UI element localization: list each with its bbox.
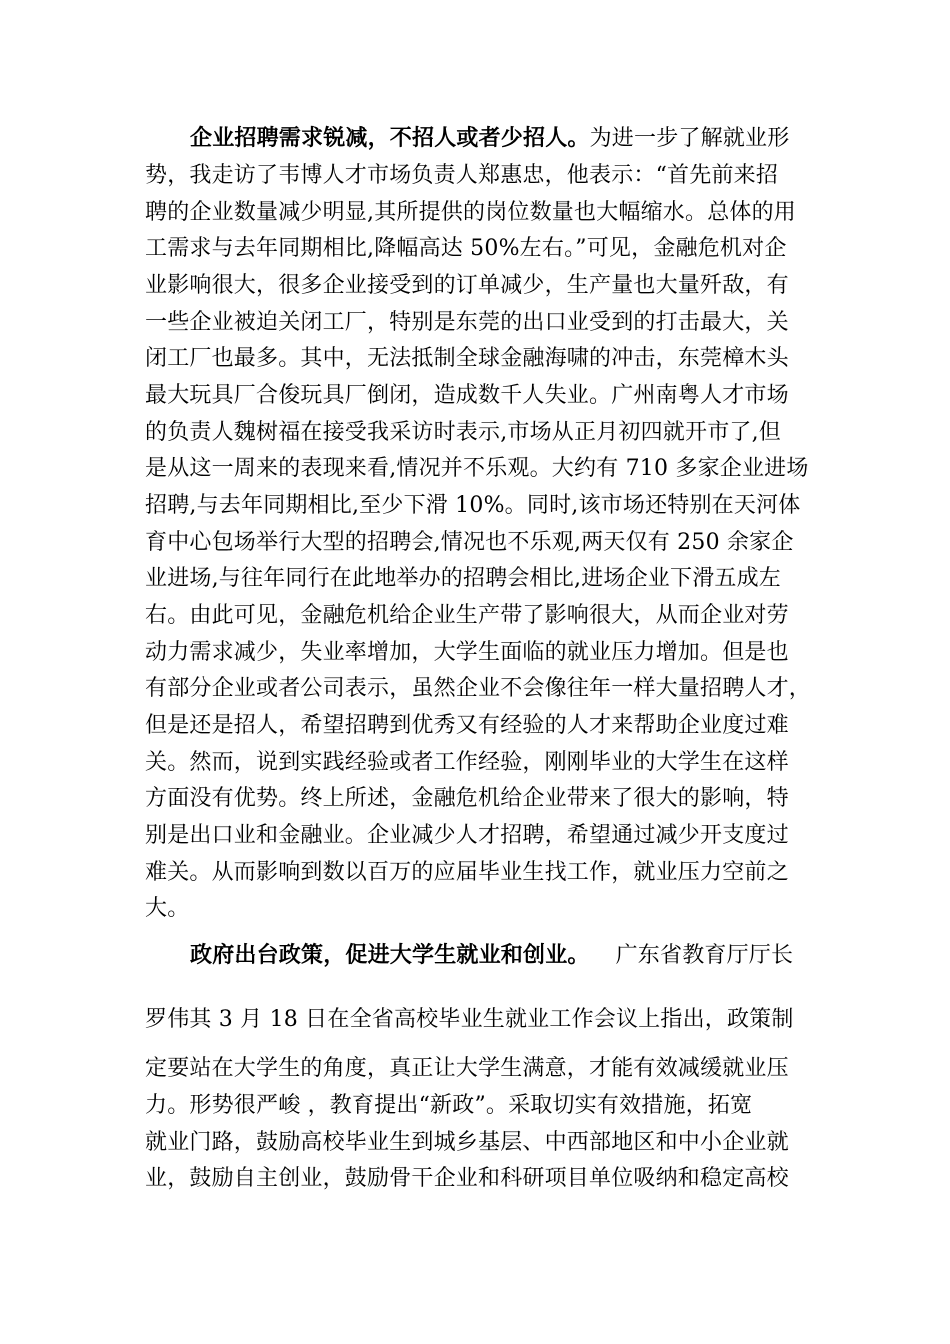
paragraph-1-line-0: 为进一步了解就业形 <box>589 126 790 151</box>
paragraph-1-line-8: 的负责人魏树福在接受我采访时表示,市场从正月初四就开市了,但 <box>145 420 781 445</box>
paragraph-2-line-2: 定要站在大学生的角度，真正让大学生满意，才能有效减缓就业压 <box>145 1056 789 1081</box>
paragraph-1-line-2: 聘的企业数量减少明显,其所提供的岗位数量也大幅缩水。总体的用 <box>145 200 796 225</box>
paragraph-2-heading: 政府出台政策，促进大学生就业和创业。 <box>190 943 590 968</box>
paragraph-1-line-7: 最大玩具厂合俊玩具厂倒闭，造成数千人失业。广州南粤人才市场 <box>145 383 789 408</box>
paragraph-1-line-11: 育中心包场举行大型的招聘会,情况也不乐观,两天仅有 250 余家企 <box>145 530 794 555</box>
paragraph-1-line-18: 方面没有优势。终上所述，金融危机给企业带来了很大的影响，特 <box>145 786 789 811</box>
paragraph-2-line-3: 力。形势很严峻 ，教育提出“新政”。采取切实有效措施，拓宽 <box>145 1093 753 1118</box>
paragraph-1-line-10: 招聘,与去年同期相比,至少下滑 10%。同时,该市场还特别在天河体 <box>145 493 801 518</box>
paragraph-1-line-1: 势，我走访了韦博人才市场负责人郑惠忠，他表示：“首先前来招 <box>145 163 779 188</box>
paragraph-1-line-13: 右。由此可见，金融危机给企业生产带了影响很大，从而企业对劳 <box>145 603 789 628</box>
paragraph-1-line-15: 有部分企业或者公司表示，虽然企业不会像往年一样大量招聘人才， <box>145 676 812 701</box>
paragraph-1-line-9: 是从这一周来的表现来看,情况并不乐观。大约有 710 多家企业进场 <box>145 456 809 481</box>
paragraph-1-line-4: 业影响很大，很多企业接受到的订单减少，生产量也大量歼敌，有 <box>145 273 789 298</box>
paragraph-1-line-6: 闭工厂也最多。其中，无法抵制全球金融海啸的冲击，东莞樟木头 <box>145 346 789 371</box>
paragraph-1-line-16: 但是还是招人，希望招聘到优秀又有经验的人才来帮助企业度过难 <box>145 713 789 738</box>
paragraph-1-first-line <box>190 124 789 154</box>
paragraph-1-line-20: 难关。从而影响到数以百万的应届毕业生找工作，就业压力空前之 <box>145 860 789 885</box>
paragraph-1-line-3: 工需求与去年同期相比,降幅高达 50%左右。”可见，金融危机对企 <box>145 236 787 261</box>
paragraph-1-line-19: 别是出口业和金融业。企业减少人才招聘，希望通过减少开支度过 <box>145 823 789 848</box>
paragraph-1-line-17: 关。然而，说到实践经验或者工作经验，刚刚毕业的大学生在这样 <box>145 750 789 775</box>
paragraph-2-line-0: 广东省教育厅厅长 <box>615 943 794 968</box>
paragraph-1-line-12: 业进场,与往年同行在此地举办的招聘会相比,进场企业下滑五成左 <box>145 566 781 591</box>
paragraph-2-first-line <box>190 941 793 971</box>
paragraph-1-line-5: 一些企业被迫关闭工厂，特别是东莞的出口业受到的打击最大，关 <box>145 310 789 335</box>
paragraph-1-heading: 企业招聘需求锐减，不招人或者少招人。 <box>190 126 590 151</box>
paragraph-2-line-1: 罗伟其 3 月 18 日在全省高校毕业生就业工作会议上指出，政策制 <box>145 1007 794 1032</box>
paragraph-1-line-14: 动力需求减少，失业率增加，大学生面临的就业压力增加。但是也 <box>145 640 789 665</box>
paragraph-1-line-21: 大。 <box>145 896 190 921</box>
paragraph-2-line-5: 业，鼓励自主创业，鼓励骨干企业和科研项目单位吸纳和稳定高校 <box>145 1166 789 1191</box>
paragraph-2-line-4: 就业门路，鼓励高校毕业生到城乡基层、中西部地区和中小企业就 <box>145 1130 789 1155</box>
